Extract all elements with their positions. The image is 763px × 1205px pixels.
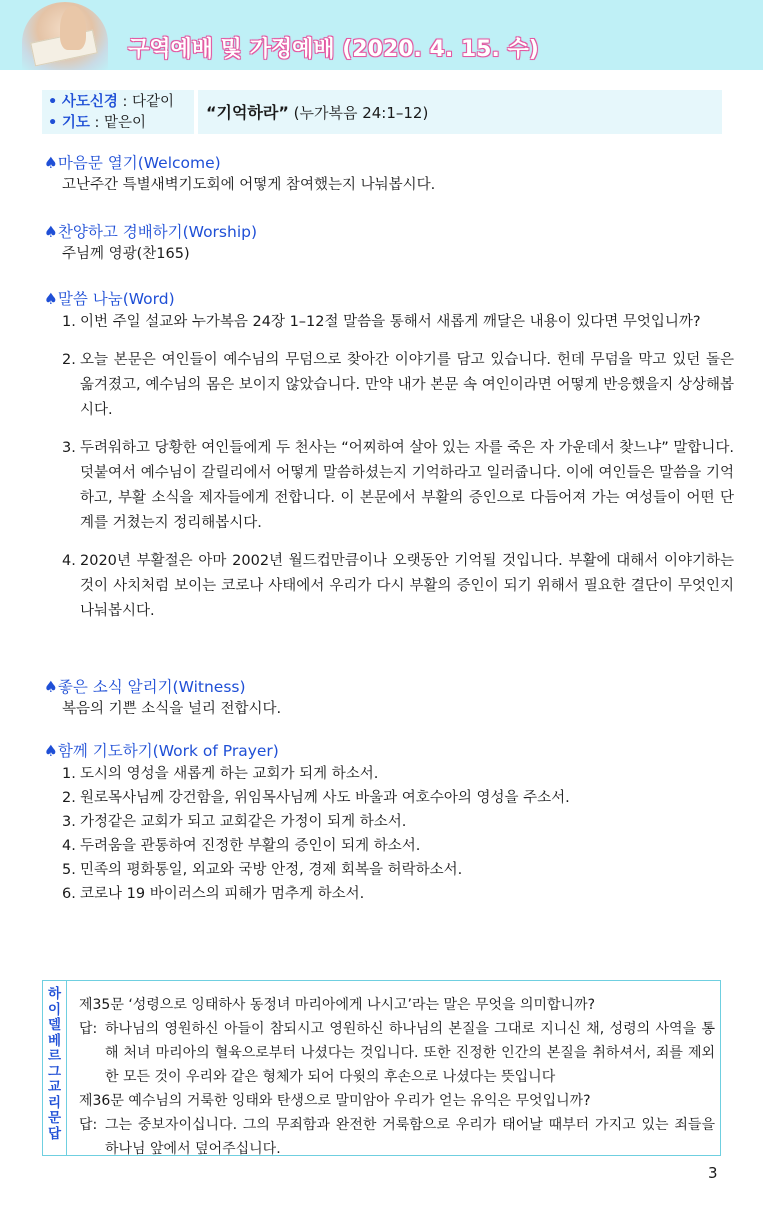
worship-section [44,221,734,265]
catechism-label: 하 이 델 베 르 그 교 리 문 답 [43,981,67,1155]
header-band [0,0,763,70]
word-section [44,288,734,637]
bullet: • [48,115,58,131]
page-number: 3 [708,1164,718,1182]
worship-body: 주님께 영광(찬165) [62,246,190,262]
word-heading: ♠말씀 나눔(Word) [44,290,175,308]
list-item: 2. 원로목사님께 강건함을, 위임목사님께 사도 바울과 여호수아의 영성을 주소서. [62,790,570,806]
bullet: • [48,94,58,110]
creed-line [48,92,194,113]
praying-hands-bible-image [22,2,108,70]
creed-value: : 다같이 [117,94,175,110]
answer-36: 답: 그는 중보자이십니다. 그의 무죄함과 완전한 거룩함으로 우리가 태어날 때부터 가지고 있는 죄들을 하나님 앞에서 덮어주십니다. [79,1117,715,1157]
witness-section [44,676,734,720]
prayer-list [44,762,734,906]
prayer-heading: ♠함께 기도하기(Work of Prayer) [44,742,279,760]
list-item: 1. 도시의 영성을 새롭게 하는 교회가 되게 하소서. [62,766,379,782]
prayer-section [44,740,734,906]
list-item: 1. 이번 주일 설교와 누가복음 24장 1–12절 말씀을 통해서 새롭게 깨달은 내용이 있다면 무엇입니까? [62,314,701,330]
witness-heading: ♠좋은 소식 알리기(Witness) [44,678,246,696]
sermon-title: “기억하라” [206,103,289,122]
list-item: 4. 두려움을 관통하여 진정한 부활의 증인이 되게 하소서. [62,838,421,854]
list-item: 4. 2020년 부활절은 아마 2002년 월드컵만큼이나 오랫동안 기억될 것입니다. 부활에 대해서 이야기하는 것이 사치처럼 보이는 코로나 사태에서 우리가 다시 부활의 증인이 되기 위해서 필요한 결단이 무엇인지 나눠봅시다. [62,553,734,619]
list-item: 6. 코로나 19 바이러스의 피해가 멈추게 하소서. [62,886,365,902]
witness-body: 복음의 기쁜 소식을 널리 전합시다. [62,701,282,717]
word-question-list [44,310,734,624]
prayer-label: 기도 [61,115,90,131]
answer-35: 답: 하나님의 영원하신 아들이 참되시고 영원하신 하나님의 본질을 그대로 지니신 채, 성령의 사역을 통해 처녀 마리아의 혈육으로부터 나셨다는 것입니다. 또한 진정한 인간의 본질을 취하셔서, 죄를 제외한 모든 것이 우리와 같은 형체가 되어 다윗의 후손으로 나셨다는 뜻입니다 [79,1021,715,1085]
question-36: 제36문 예수님의 거룩한 잉태와 탄생으로 말미암아 우리가 얻는 유익은 무엇입니까? [79,1093,591,1109]
question-35: 제35문 ‘성령으로 잉태하사 동정녀 마리아에게 나시고’라는 말은 무엇을 의미합니까? [79,997,596,1013]
welcome-section [44,152,734,196]
hands-shape [60,6,86,50]
welcome-heading: ♠마음문 열기(Welcome) [44,154,221,172]
page-title: 구역예배 및 가정예배 (2020. 4. 15. 수) [128,37,539,62]
sermon-reference: (누가복음 24:1–12) [288,104,429,122]
welcome-body: 고난주간 특별새벽기도회에 어떻게 참여했는지 나눠봅시다. [62,177,436,193]
sermon-box [198,90,722,134]
creed-label: 사도신경 [61,94,118,110]
list-item: 2. 오늘 본문은 여인들이 예수님의 무덤으로 찾아간 이야기를 담고 있습니다. 헌데 무덤을 막고 있던 돌은 옮겨졌고, 예수님의 몸은 보이지 않았습니다. 만약 내가 본문 속 여인이라면 어떻게 반응했을지 상상해봅시다. [62,352,734,418]
catechism-box [42,980,721,1156]
catechism-content [79,993,715,1161]
list-item: 3. 가정같은 교회가 되고 교회같은 가정이 되게 하소서. [62,814,407,830]
prayer-value: : 맡은이 [89,115,147,131]
list-item: 3. 두려워하고 당황한 여인들에게 두 천사는 “어찌하여 살아 있는 자를 죽은 자 가운데서 찾느냐” 말합니다. 덧붙여서 예수님이 갈릴리에서 어떻게 말씀하셨는지 기억하라고 일러줍니다. 이에 여인들은 말씀을 기억하고, 부활 소식을 제자들에게 전합니다. 이 본문에서 부활의 증인으로 다듬어져 가는 여성들이 어떤 단계를 거쳤는지 정리해봅시다. [62,440,734,531]
list-item: 5. 민족의 평화통일, 외교와 국방 안정, 경제 회복을 허락하소서. [62,862,463,878]
roles-box [42,90,194,134]
prayer-line [48,113,194,134]
worship-heading: ♠찬양하고 경배하기(Worship) [44,223,258,241]
